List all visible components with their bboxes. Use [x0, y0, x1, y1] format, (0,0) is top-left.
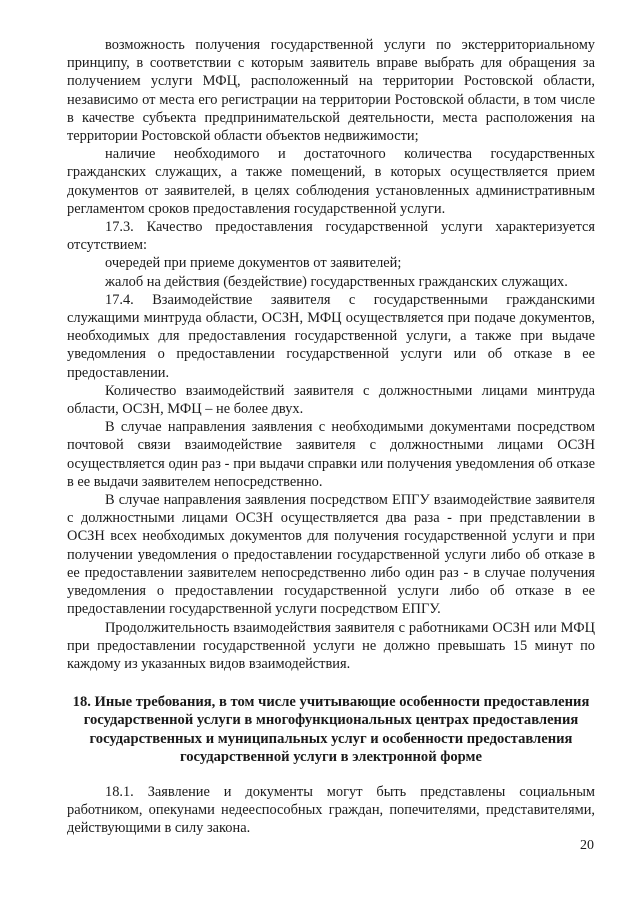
- page-number: 20: [580, 838, 594, 853]
- document-body: [67, 36, 595, 838]
- paragraph-17-4: 17.4. Взаимодействие заявителя с государственными гражданскими служащими минтруда области, ОСЗН, МФЦ осуществляется при подаче документов, необходимых для предоставления государственной услуги, а также при выдаче уведомления о предоставлении государственной услуги или об отказе в ее предоставлении.: [67, 291, 595, 381]
- paragraph-18-1: 18.1. Заявление и документы могут быть представлены социальным работником, опекунами недееспособных граждан, попечителями, представителями, действующими в силу закона.: [67, 783, 595, 837]
- paragraph-duration: Продолжительность взаимодействия заявителя с работниками ОСЗН или МФЦ при предоставлении государственной услуги не должно превышать 15 минут по каждому из указанных видов взаимодействия.: [67, 619, 595, 672]
- paragraph-interaction-count: Количество взаимодействий заявителя с должностными лицами минтруда области, ОСЗН, МФЦ – не более двух.: [67, 382, 595, 418]
- section-18-heading: 18. Иные требования, в том числе учитывающие особенности предоставления государственной услуги в многофункциональных центрах предоставления государственных и муниципальных услуг и особенности предоставления государственной услуги в электронной форме: [72, 694, 590, 765]
- list-item-no-queues: очередей при приеме документов от заявителей;: [105, 255, 402, 272]
- paragraph-17-3: 17.3. Качество предоставления государственной услуги характеризуется отсутствием:: [67, 219, 595, 254]
- paragraph-postal: В случае направления заявления с необходимыми документами посредством почтовой связи взаимодействие заявителя с должностными лицами ОСЗН осуществляется один раз - при выдачи справки или получения уведомления об отказе в ее выдачи заявителем непосредственно.: [67, 419, 595, 490]
- paragraph-epgu: В случае направления заявления посредством ЕПГУ взаимодействие заявителя с должностными лицами ОСЗН осуществляется два раза - при представлении в ОСЗН всех необходимых документов для получения государственной услуги и при получении уведомления о предоставлении государственной услуги либо об отказе в ее предоставлении заявителем непосредственно либо один раз - в случае получения уведомления о предоставлении государственной услуги либо об отказе в ее предоставлении государственной услуги посредством ЕПГУ.: [67, 492, 595, 618]
- paragraph-exterritorial: возможность получения государственной услуги по экстерриториальному принципу, в соответствии с которым заявитель вправе выбрать для обращения за получением услуги МФЦ, расположенный на территории Ростовской области, независимо от места его регистрации на территории Ростовской области, в том числе в качестве субъекта предпринимательской деятельности, места расположения на территории Ростовской области объектов недвижимости;: [67, 37, 595, 145]
- paragraph-staff-premises: наличие необходимого и достаточного количества государственных гражданских служащих, а также помещений, в которых осуществляется прием документов от заявителей, в целях соблюдения установленных административным регламентом сроков предоставления государственной услуги.: [67, 146, 595, 217]
- list-item-no-complaints: жалоб на действия (бездействие) государственных гражданских служащих.: [105, 273, 568, 290]
